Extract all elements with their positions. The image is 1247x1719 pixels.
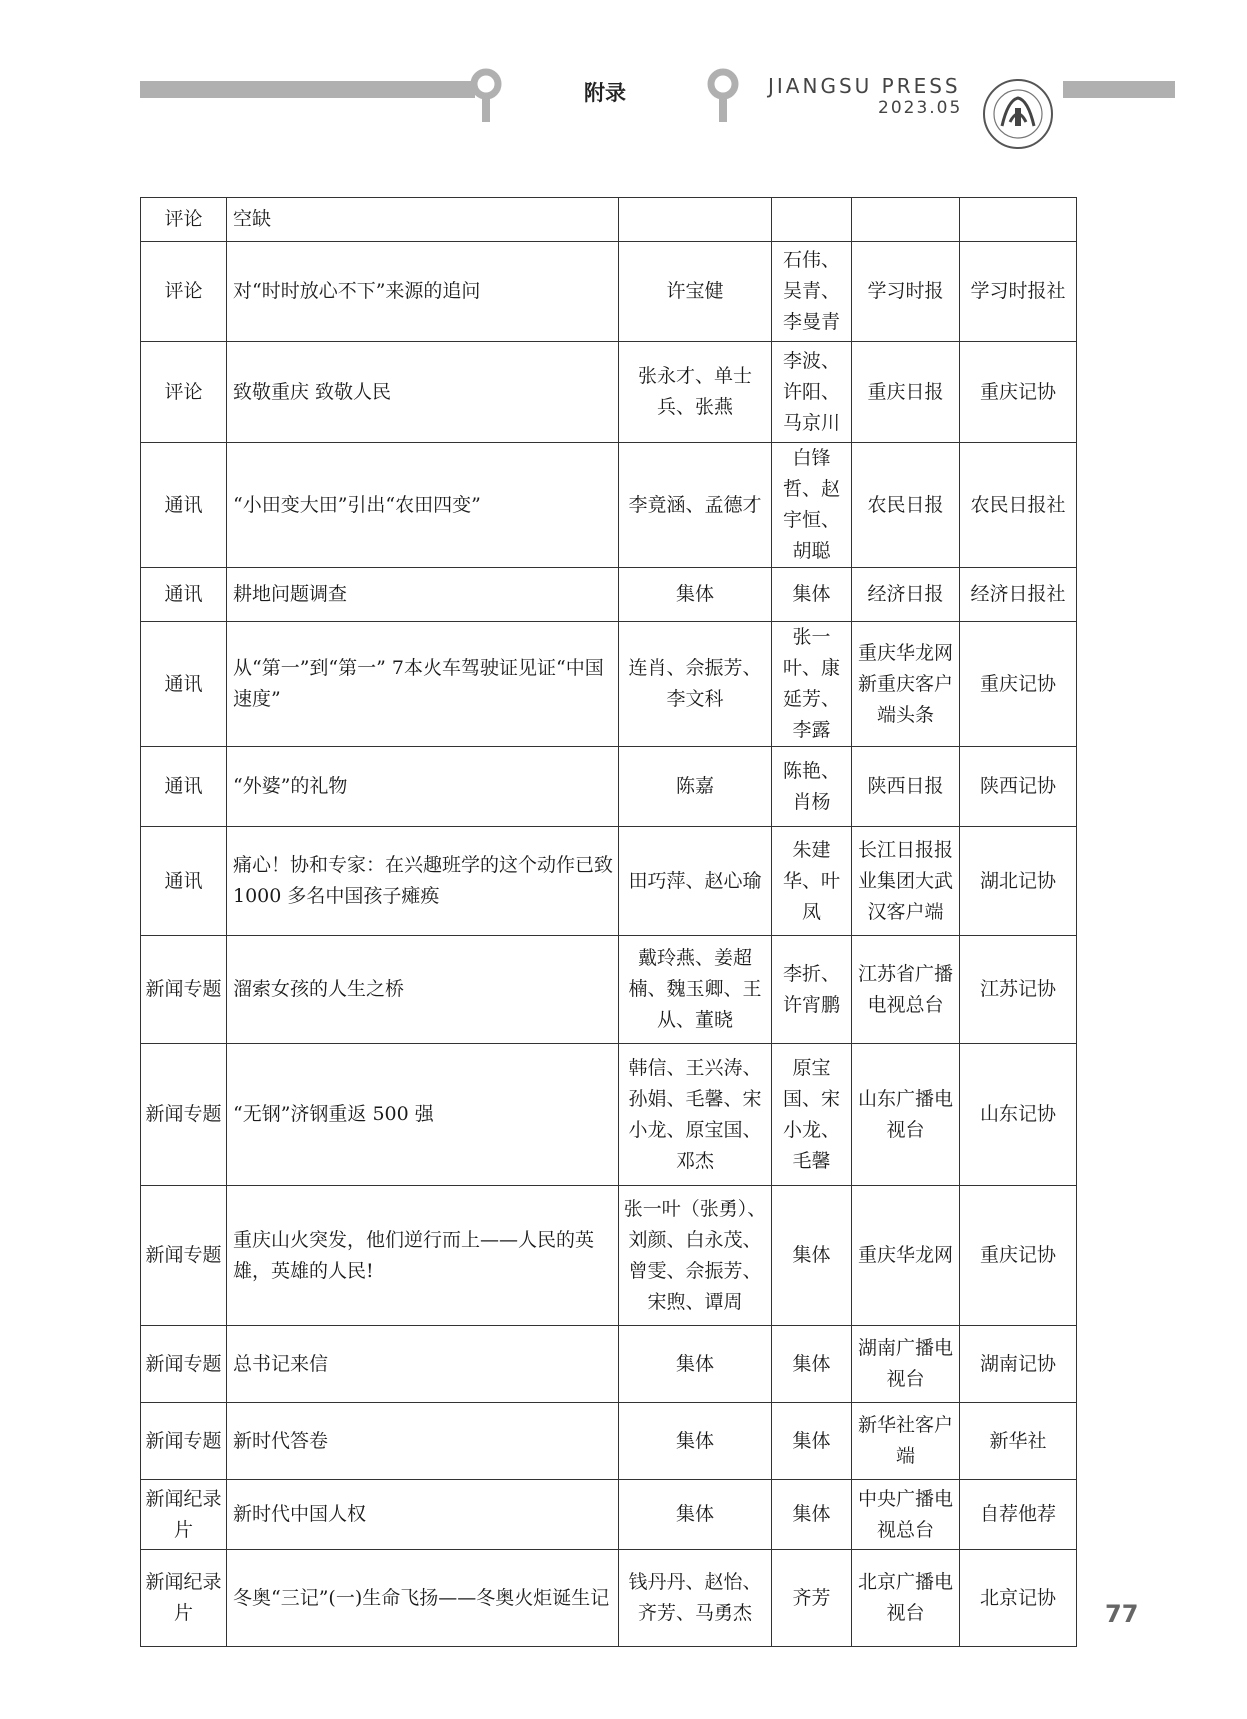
author-cell: 戴玲燕、姜超楠、魏玉卿、王从、董晓 xyxy=(619,936,772,1044)
category-cell: 新闻专题 xyxy=(141,1044,227,1186)
recommender-cell: 新华社 xyxy=(960,1403,1077,1480)
editor-cell: 原宝国、宋小龙、毛馨 xyxy=(772,1044,852,1186)
category-cell: 新闻专题 xyxy=(141,1326,227,1403)
table-row xyxy=(141,568,1077,622)
outlet-cell: 山东广播电视台 xyxy=(852,1044,960,1186)
editor-cell: 集体 xyxy=(772,1403,852,1480)
editor-cell: 张一叶、康延芳、李露 xyxy=(772,622,852,747)
table-row xyxy=(141,1186,1077,1326)
outlet-cell: 重庆华龙网新重庆客户端头条 xyxy=(852,622,960,747)
category-cell: 通讯 xyxy=(141,443,227,568)
editor-cell: 集体 xyxy=(772,1480,852,1550)
author-cell: 集体 xyxy=(619,1480,772,1550)
header-bar-right xyxy=(1063,81,1175,98)
author-cell: 陈嘉 xyxy=(619,747,772,827)
page-number: 77 xyxy=(1105,1600,1139,1628)
outlet-cell: 重庆日报 xyxy=(852,342,960,443)
recommender-cell: 经济日报社 xyxy=(960,568,1077,622)
title-cell: “小田变大田”引出“农田四变” xyxy=(227,443,619,568)
editor-cell xyxy=(772,198,852,242)
author-cell: 李竟涵、孟德才 xyxy=(619,443,772,568)
outlet-cell: 学习时报 xyxy=(852,242,960,342)
author-cell: 张永才、单士兵、张燕 xyxy=(619,342,772,443)
editor-cell: 李波、许阳、马京川 xyxy=(772,342,852,443)
outlet-cell: 中央广播电视总台 xyxy=(852,1480,960,1550)
section-title: 附录 xyxy=(584,81,626,105)
table-row xyxy=(141,827,1077,936)
association-emblem-icon xyxy=(982,78,1054,150)
brand-name: JIANGSU PRESS xyxy=(768,74,961,98)
outlet-cell: 经济日报 xyxy=(852,568,960,622)
recommender-cell: 湖南记协 xyxy=(960,1326,1077,1403)
author-cell: 连肖、佘振芳、李文科 xyxy=(619,622,772,747)
editor-cell: 李折、许宵鹏 xyxy=(772,936,852,1044)
category-cell: 新闻专题 xyxy=(141,1186,227,1326)
category-cell: 新闻纪录片 xyxy=(141,1480,227,1550)
editor-cell: 朱建华、叶凤 xyxy=(772,827,852,936)
category-cell: 新闻专题 xyxy=(141,936,227,1044)
table-row xyxy=(141,1326,1077,1403)
pin-icon xyxy=(703,68,743,124)
author-cell: 田巧萍、赵心瑜 xyxy=(619,827,772,936)
recommender-cell: 重庆记协 xyxy=(960,342,1077,443)
author-cell: 许宝健 xyxy=(619,242,772,342)
recommender-cell: 学习时报社 xyxy=(960,242,1077,342)
title-cell: 新时代答卷 xyxy=(227,1403,619,1480)
recommender-cell: 自荐他荐 xyxy=(960,1480,1077,1550)
author-cell: 张一叶（张勇）、刘颜、白永茂、曾雯、佘振芳、宋煦、谭周 xyxy=(619,1186,772,1326)
title-cell: 致敬重庆 致敬人民 xyxy=(227,342,619,443)
category-cell: 评论 xyxy=(141,198,227,242)
title-cell: 新时代中国人权 xyxy=(227,1480,619,1550)
outlet-cell: 北京广播电视台 xyxy=(852,1550,960,1647)
editor-cell: 集体 xyxy=(772,1186,852,1326)
outlet-cell: 新华社客户端 xyxy=(852,1403,960,1480)
outlet-cell: 江苏省广播电视总台 xyxy=(852,936,960,1044)
author-cell: 集体 xyxy=(619,1403,772,1480)
category-cell: 新闻纪录片 xyxy=(141,1550,227,1647)
title-cell: 耕地问题调查 xyxy=(227,568,619,622)
table-row xyxy=(141,1044,1077,1186)
outlet-cell: 重庆华龙网 xyxy=(852,1186,960,1326)
page-header xyxy=(0,0,1247,140)
recommender-cell: 陕西记协 xyxy=(960,747,1077,827)
table-row xyxy=(141,198,1077,242)
author-cell xyxy=(619,198,772,242)
author-cell: 集体 xyxy=(619,568,772,622)
header-bar-left xyxy=(140,81,475,98)
recommender-cell xyxy=(960,198,1077,242)
table-row xyxy=(141,1403,1077,1480)
title-cell: 重庆山火突发，他们逆行而上——人民的英雄，英雄的人民! xyxy=(227,1186,619,1326)
title-cell: “无钢”济钢重返 500 强 xyxy=(227,1044,619,1186)
title-cell: “外婆”的礼物 xyxy=(227,747,619,827)
issue-date: 2023.05 xyxy=(878,98,963,118)
outlet-cell: 长江日报报业集团大武汉客户端 xyxy=(852,827,960,936)
category-cell: 通讯 xyxy=(141,747,227,827)
recommender-cell: 江苏记协 xyxy=(960,936,1077,1044)
table-row xyxy=(141,443,1077,568)
recommender-cell: 北京记协 xyxy=(960,1550,1077,1647)
table-row xyxy=(141,936,1077,1044)
author-cell: 钱丹丹、赵怡、齐芳、马勇杰 xyxy=(619,1550,772,1647)
recommender-cell: 农民日报社 xyxy=(960,443,1077,568)
outlet-cell: 湖南广播电视台 xyxy=(852,1326,960,1403)
title-cell: 空缺 xyxy=(227,198,619,242)
outlet-cell: 农民日报 xyxy=(852,443,960,568)
editor-cell: 集体 xyxy=(772,568,852,622)
table-row xyxy=(141,342,1077,443)
pin-icon xyxy=(466,68,506,124)
editor-cell: 齐芳 xyxy=(772,1550,852,1647)
editor-cell: 白锋哲、赵宇恒、胡聪 xyxy=(772,443,852,568)
recommender-cell: 山东记协 xyxy=(960,1044,1077,1186)
outlet-cell: 陕西日报 xyxy=(852,747,960,827)
recommender-cell: 湖北记协 xyxy=(960,827,1077,936)
table-row xyxy=(141,1550,1077,1647)
author-cell: 韩信、王兴涛、孙娟、毛馨、宋小龙、原宝国、邓杰 xyxy=(619,1044,772,1186)
title-cell: 总书记来信 xyxy=(227,1326,619,1403)
table-row xyxy=(141,1480,1077,1550)
author-cell: 集体 xyxy=(619,1326,772,1403)
editor-cell: 石伟、吴青、李曼青 xyxy=(772,242,852,342)
recommender-cell: 重庆记协 xyxy=(960,622,1077,747)
title-cell: 冬奥“三记”(一)生命飞扬——冬奥火炬诞生记 xyxy=(227,1550,619,1647)
title-cell: 溜索女孩的人生之桥 xyxy=(227,936,619,1044)
title-cell: 痛心！协和专家：在兴趣班学的这个动作已致 1000 多名中国孩子瘫痪 xyxy=(227,827,619,936)
category-cell: 通讯 xyxy=(141,827,227,936)
title-cell: 从“第一”到“第一” 7本火车驾驶证见证“中国速度” xyxy=(227,622,619,747)
category-cell: 新闻专题 xyxy=(141,1403,227,1480)
title-cell: 对“时时放心不下”来源的追问 xyxy=(227,242,619,342)
table-row xyxy=(141,242,1077,342)
table-row xyxy=(141,747,1077,827)
category-cell: 评论 xyxy=(141,242,227,342)
editor-cell: 陈艳、肖杨 xyxy=(772,747,852,827)
category-cell: 通讯 xyxy=(141,568,227,622)
category-cell: 评论 xyxy=(141,342,227,443)
editor-cell: 集体 xyxy=(772,1326,852,1403)
recommender-cell: 重庆记协 xyxy=(960,1186,1077,1326)
table-row xyxy=(141,622,1077,747)
outlet-cell xyxy=(852,198,960,242)
category-cell: 通讯 xyxy=(141,622,227,747)
awards-table xyxy=(140,197,1077,1647)
